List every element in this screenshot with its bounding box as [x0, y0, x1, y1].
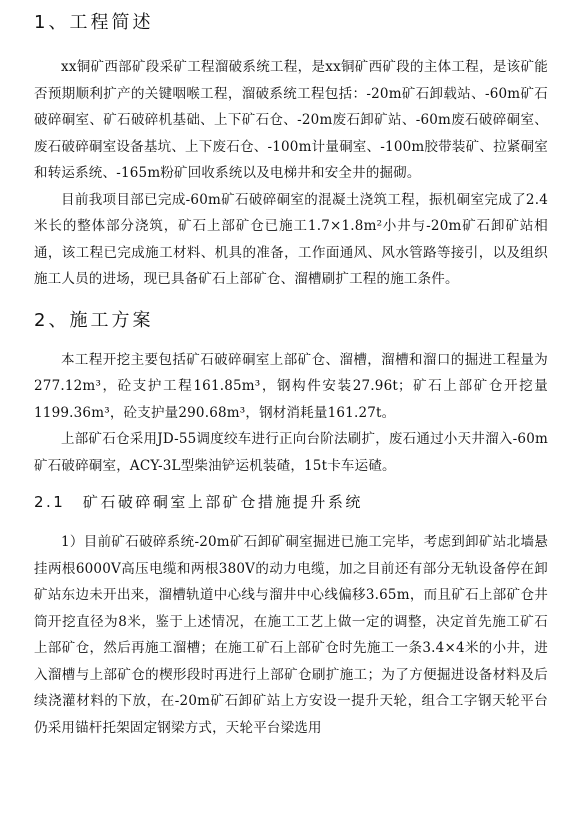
section-1-heading: 1、工程简述 [34, 12, 154, 33]
section-2-1-paragraph-1: 1）目前矿石破碎系统-20m矿石卸矿硐室掘进已施工完毕，考虑到卸矿站北墙悬挂两根6000V高压电缆和两根380V的动力电缆，加之目前还有部分无轨设备停在卸矿站东边未开出来，溜槽轨道中心线与溜井中心线偏移3.65m，而且矿石上部矿仓井筒开挖直径为8米，鉴于上述情况，在施工工艺上做一定的调整，决定首先施工矿石上部矿仓，然后再施工溜槽；在施工矿石上部矿仓时先施工一条3.4×4米的小井，进入溜槽与上部矿仓的楔形段时再进行上部矿仓刷扩施工；为了方便掘进设备材料及后续浇灌材料的下放，在-20m矿石卸矿站上方安设一提升天轮，组合工字钢天轮平台仍采用锚杆托架固定钢梁方式，天轮平台梁选用 [34, 534, 548, 736]
section-2-paragraph-1: 本工程开挖主要包括矿石破碎硐室上部矿仓、溜槽，溜槽和溜口的掘进工程量为277.12m³，砼支护工程161.85m³，钢构件安装27.96t；矿石上部矿仓开挖量1199.36m³，砼支护量290.68m³，钢材消耗量161.27t。 [34, 351, 548, 421]
section-1-paragraph-2: 目前我项目部已完成-60m矿石破碎硐室的混凝土浇筑工程，振机硐室完成了2.4米长的整体部分浇筑，矿石上部矿仓已施工1.7×1.8m²小井与-20m矿石卸矿站相通，该工程已完成施工材料、机具的准备，工作面通风、风水管路等接引，以及组织施工人员的进场，现已具备矿石上部矿仓、溜槽刷扩工程的施工条件。 [34, 191, 548, 287]
section-2-paragraph-2: 上部矿石仓采用JD-55调度绞车进行正向台阶法刷扩，废石通过小天井溜入-60m矿石破碎硐室，ACY-3L型柴油铲运机装碴，15t卡车运碴。 [34, 431, 548, 474]
section-2-heading: 2、施工方案 [34, 309, 154, 331]
section-1-paragraph-1: xx铜矿西部矿段采矿工程溜破系统工程，是xx铜矿西矿段的主体工程，是该矿能否预期顺利扩产的关键咽喉工程，溜破系统工程包括：-20m矿石卸载站、-60m矿石破碎硐室、矿石破碎机基础、上下矿石仓、-20m废石卸矿站、-60m废石破碎硐室、废石破碎硐室设备基坑、上下废石仓、-100m计量硐室、-100m胶带装矿、拉紧硐室和转运系统、-165m粉矿回收系统以及电梯井和安全井的掘砌。 [34, 59, 548, 181]
section-2-1-heading: 2.1 矿石破碎硐室上部矿仓措施提升系统 [34, 493, 363, 511]
